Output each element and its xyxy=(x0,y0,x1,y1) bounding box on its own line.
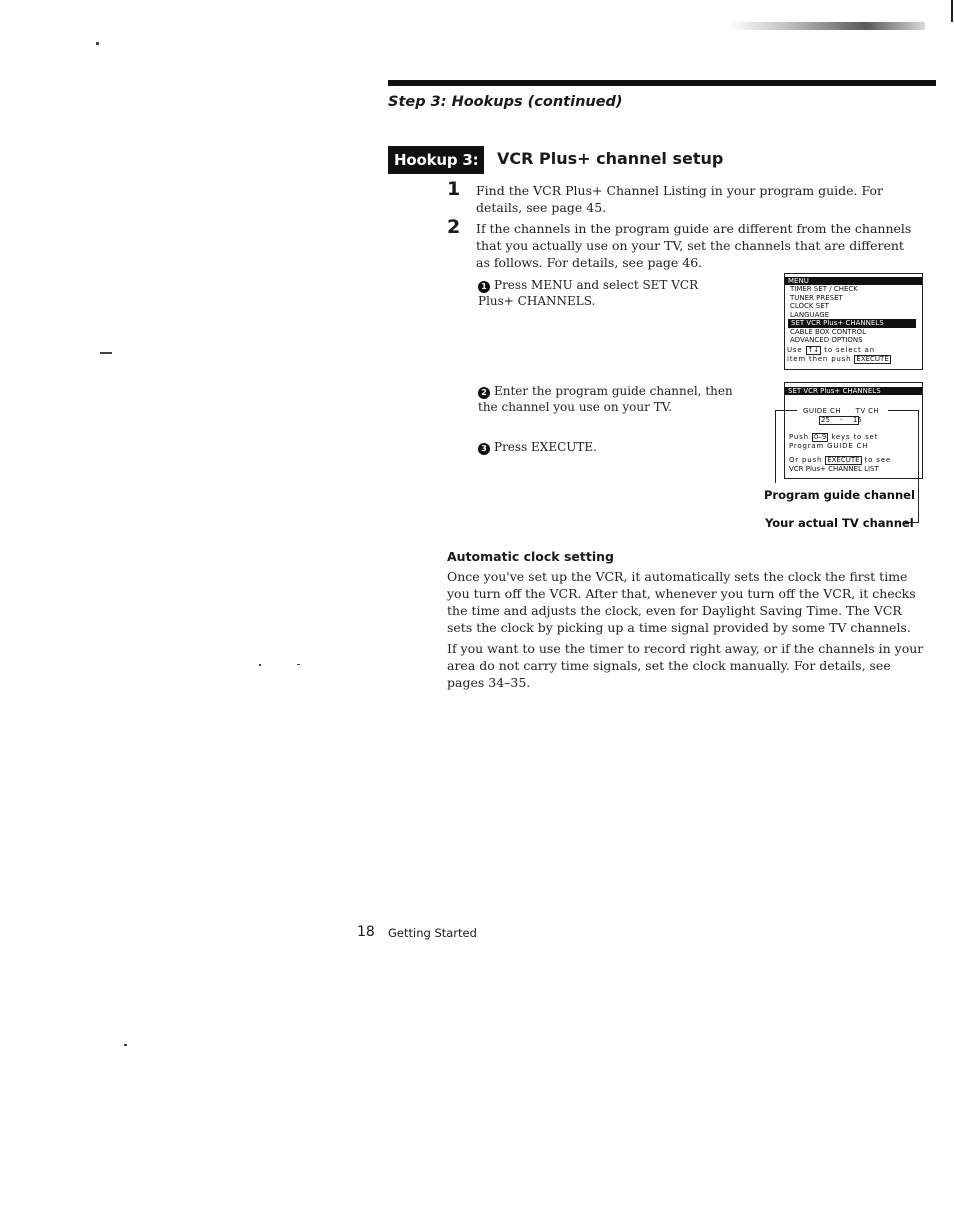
step-text: Find the VCR Plus+ Channel Listing in your program guide. For details, see page 45. xyxy=(476,183,883,215)
tv-ch-value: 15 xyxy=(852,415,862,424)
scan-speck xyxy=(96,42,99,45)
scan-edge-mark xyxy=(951,0,953,22)
substep-text: Press EXECUTE. xyxy=(494,440,597,454)
substep-number-icon: 2 xyxy=(478,387,490,399)
execute-key-icon: EXECUTE xyxy=(856,354,889,363)
channels-help-line: VCR Plus+ CHANNEL LIST xyxy=(789,465,879,473)
callout-line xyxy=(918,410,919,523)
guide-ch-value: 25 xyxy=(821,415,830,424)
menu-item: LANGUAGE xyxy=(790,310,830,319)
substep-item xyxy=(478,439,678,455)
footer-section: Getting Started xyxy=(388,926,477,940)
header-rule xyxy=(388,80,936,86)
scan-speck xyxy=(297,664,300,665)
scan-speck xyxy=(259,664,261,666)
hookup-title: VCR Plus+ channel setup xyxy=(497,149,724,168)
scan-artifact-top xyxy=(730,22,925,30)
substep-item xyxy=(478,383,738,415)
paragraph: Once you've set up the VCR, it automatically sets the clock the first time you turn off the VCR. After that, whenever you turn off the VCR, it checks the time and adjusts the clock, even for Daylight Saving Time. The VCR sets the clock by picking up a time signal provided by some TV channels. xyxy=(447,569,916,635)
page-number: 18 xyxy=(357,924,375,940)
scan-speck xyxy=(100,352,112,354)
program-guide-callout: Program guide channel xyxy=(764,488,915,502)
paragraph: If you want to use the timer to record right away, or if the channels in your area do not carry time signals, set the clock manually. For details, see pages 34–35. xyxy=(447,641,924,690)
section-heading: Automatic clock setting xyxy=(447,549,614,564)
menu-item: TIMER SET / CHECK xyxy=(790,285,858,293)
channels-screen xyxy=(784,382,923,479)
channels-help-line: Or push EXECUTE to see xyxy=(789,456,891,464)
menu-item: CABLE BOX CONTROL xyxy=(790,327,866,336)
menu-screen-title: MENU xyxy=(785,277,922,285)
channels-help-line: Push 0–9 keys to set xyxy=(789,432,879,441)
arrow-keys-icon: ↑↓ xyxy=(807,345,820,354)
menu-help-line: item then push EXECUTE xyxy=(787,354,889,363)
menu-item: CLOCK SET xyxy=(790,302,829,310)
menu-screen xyxy=(784,273,923,370)
menu-help-line: Use ↑↓ to select an xyxy=(787,345,875,354)
hookup-badge: Hookup 3: xyxy=(388,146,484,174)
execute-key-icon: EXECUTE xyxy=(827,456,860,464)
substep-number-icon: 1 xyxy=(478,281,490,293)
substep-item xyxy=(478,277,728,309)
callout-line xyxy=(888,410,918,411)
actual-tv-callout: Your actual TV channel xyxy=(765,516,914,530)
channels-help-line: Program GUIDE CH xyxy=(789,441,869,450)
channel-columns xyxy=(785,407,922,416)
substep-text: Enter the program guide channel, then the channel you use on your TV. xyxy=(478,384,733,414)
step-text: If the channels in the program guide are different from the channels that you actually use on your TV, set the channels that are different as follows. For details, see page 46. xyxy=(476,221,912,270)
guide-ch-label: GUIDE CH xyxy=(803,407,842,415)
callout-line xyxy=(775,410,797,411)
step-number: 2 xyxy=(447,216,461,238)
menu-item: ADVANCED OPTIONS xyxy=(790,336,863,344)
number-keys-icon: 0–9 xyxy=(813,432,827,441)
menu-item: TUNER PRESET xyxy=(790,293,843,302)
substep-number-icon: 3 xyxy=(478,443,490,455)
substep-text: Press MENU and select SET VCR Plus+ CHANNELS. xyxy=(478,278,699,308)
channel-values: 25 - 15 xyxy=(821,415,862,424)
scan-speck xyxy=(124,1044,127,1046)
callout-line xyxy=(775,410,776,483)
step-number: 1 xyxy=(447,178,461,200)
channels-screen-title: SET VCR Plus+ CHANNELS xyxy=(785,387,922,395)
step-heading: Step 3: Hookups (continued) xyxy=(388,94,623,110)
menu-item-selected: SET VCR Plus+ CHANNELS xyxy=(788,319,916,328)
tv-ch-label: TV CH xyxy=(855,407,880,415)
